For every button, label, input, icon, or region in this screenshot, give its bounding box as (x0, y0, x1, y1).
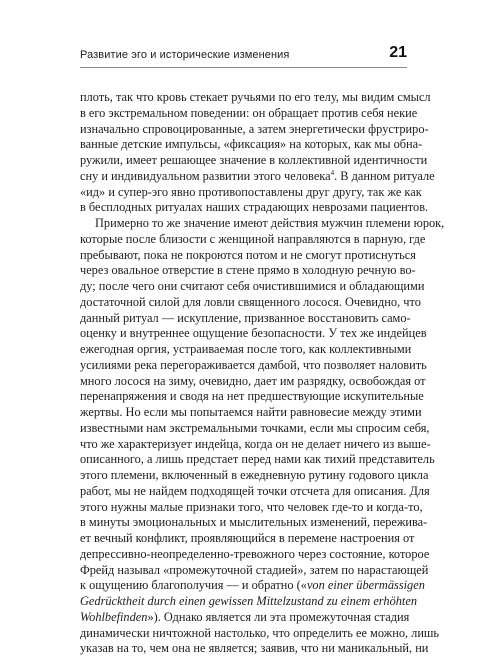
text-line: через овальное отверстие в стене прямо в холодную речную во- (80, 263, 416, 278)
text-line: перенапряжения и сводя на нет предшествующие искупительные (80, 389, 424, 404)
text-line: ружили, имеет решающее значение в коллективной идентичности (80, 153, 428, 167)
text-line: ванные детские импульсы, «фиксация» на которых, как мы обна- (80, 137, 423, 152)
text-segment: . В данном ритуале (334, 168, 435, 183)
text-line: в бесплодных ритуалах наших страдающих неврозами пациентов. (80, 200, 429, 215)
text-segment: к ощущению благополучия — и обратно (« (80, 578, 307, 593)
footnote-marker: 4 (330, 168, 335, 177)
text-line: ду; после чего они считают себя очистившимися и обладающими (80, 279, 425, 293)
text-line: достаточной силой для ловли священного лосося. Очевидно, что (80, 294, 421, 309)
body-text (80, 90, 445, 657)
text-line: известными нам экстремальными точками, если мы спросим себя, (80, 420, 430, 435)
text-line: оценку и внутреннее ощущение безопасности. У тех же индейцев (80, 326, 427, 341)
header-rule (80, 67, 407, 68)
running-head (80, 44, 407, 66)
page-number: 21 (389, 44, 407, 61)
text-line: пребывают, пока не покроются потом и не смогут протиснуться (80, 247, 416, 262)
text-line: этого нужны малые признаки того, что человек где-то и когда-то, (80, 499, 423, 514)
text-line: Примерно то же значение имеют действия мужчин племени юрок, (95, 216, 445, 230)
text-line: изначально спровоцированные, а затем энергетически фрустриро- (80, 121, 429, 136)
text-line: много лосося на зиму, очевидно, дает им разрядку, освобождая от (80, 373, 426, 388)
text-line: «ид» и супер-эго явно противопоставлены друг другу, так же как (80, 184, 422, 199)
text-segment: »). Однако является ли эта промежуточная стадия (147, 609, 410, 624)
chapter-title: Развитие эго и исторические изменения (80, 49, 290, 61)
text-line: в его экстремальном поведении: он обращает против себя некие (80, 105, 418, 120)
text-line-with-quote (80, 578, 425, 594)
text-line: которые после близости с женщиной направляются в парную, где (80, 231, 426, 246)
text-line: в минуты эмоциональных и мыслительных изменений, пережива- (80, 515, 428, 530)
text-segment: сну и индивидуальном развитии этого человека (80, 168, 331, 183)
text-line: Фрейд называл «промежуточной стадией», затем по нарастающей (80, 562, 429, 577)
text-line: что же характеризует индейца, когда он не делает ничего из выше- (80, 436, 431, 451)
text-line: жертвы. Но если мы попытаемся найти равновесие между этими (80, 405, 422, 419)
text-line-with-quote-end (80, 609, 410, 626)
text-line: плоть, так что кровь стекает ручьями по его телу, мы видим смысл (80, 90, 431, 104)
text-line: депрессивно-неопределенно-тревожного через состояние, которое (80, 546, 430, 561)
text-line-with-footnote (80, 168, 435, 185)
text-line: работ, мы не найдем подходящей точки отсчета для описания. Для (80, 483, 430, 498)
text-line: данный ритуал — искупление, призванное восстановить само- (80, 310, 411, 325)
text-line: усилиями река перегораживается дамбой, что позволяет наловить (80, 357, 427, 372)
quoted-german-text: Gedrücktheit durch einen gewissen Mittelzustand zu einem erhöhten (80, 594, 417, 608)
quoted-german-text: Wohlbefinden (80, 609, 148, 624)
text-line: этого племени, включенный в ежедневную рутину годового цикла (80, 468, 429, 482)
text-line: динамически ничтожной настолько, что определить ее можно, лишь (80, 625, 440, 640)
text-line: ет вечный конфликт, проявляющийся в перемене настроения от (80, 531, 415, 545)
text-line: указав на то, чем она не является; заявив, что ни маникальный, ни (80, 641, 429, 656)
text-line: описанного, а лишь предстает перед нами как тихий представитель (80, 452, 435, 467)
quoted-german-text: von einer übermässigen (306, 578, 425, 593)
text-line: ежегодная оргия, устраиваемая после того, как коллективными (80, 342, 412, 356)
